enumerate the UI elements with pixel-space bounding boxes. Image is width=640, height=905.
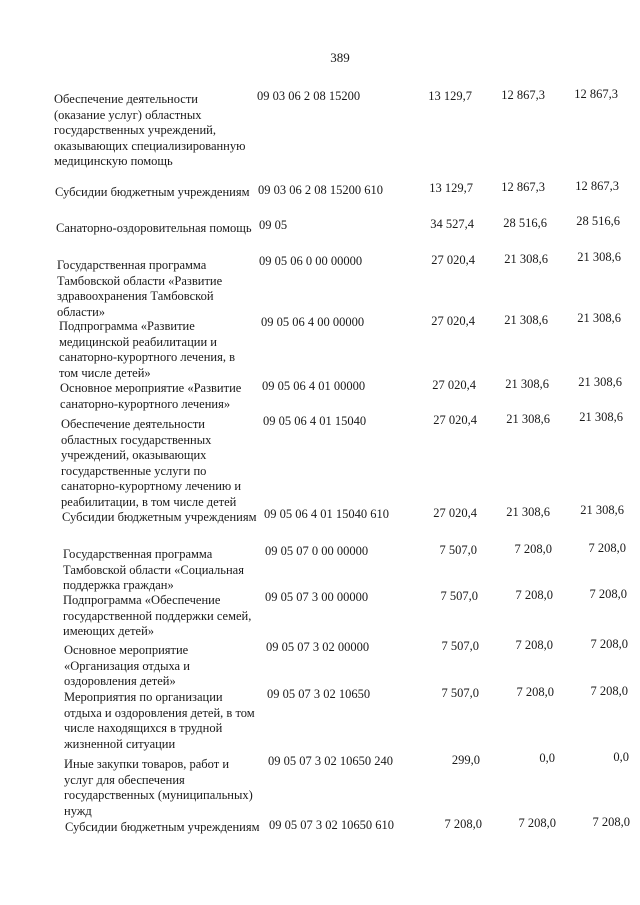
row-code: 09 05 — [259, 218, 288, 232]
row-value-2: 12 867,3 — [501, 88, 545, 102]
row-value-2: 0,0 — [539, 751, 555, 765]
row-value-3: 21 308,6 — [578, 375, 622, 389]
row-code: 09 05 07 0 00 00000 — [265, 544, 369, 558]
row-value-3: 12 867,3 — [575, 179, 619, 193]
row-value-2: 7 208,0 — [516, 685, 554, 699]
row-value-2: 7 208,0 — [515, 638, 553, 652]
row-value-3: 21 308,6 — [577, 311, 621, 325]
row-name: Иные закупки товаров, работ и услуг для обеспечения государственных (муниципальных) нужд — [64, 757, 253, 818]
row-value-2: 28 516,6 — [503, 216, 547, 230]
row-value-3: 12 867,3 — [574, 87, 618, 101]
row-value-2: 21 308,6 — [506, 412, 550, 426]
row-value-3: 7 208,0 — [588, 541, 626, 555]
row-name: Государственная программа Тамбовской области «Развитие здравоохранения Тамбовской области» — [57, 258, 223, 319]
row-value-1: 34 527,4 — [430, 217, 474, 231]
row-value-2: 7 208,0 — [515, 588, 553, 602]
row-value-2: 7 208,0 — [518, 816, 556, 830]
row-value-2: 21 308,6 — [505, 377, 549, 391]
row-value-1: 27 020,4 — [431, 314, 475, 328]
row-value-2: 12 867,3 — [501, 180, 545, 194]
row-value-3: 7 208,0 — [590, 684, 628, 698]
row-value-2: 21 308,6 — [504, 252, 548, 266]
row-value-1: 7 507,0 — [439, 543, 477, 557]
row-code: 09 03 06 2 08 15200 610 — [258, 183, 383, 197]
row-value-1: 7 507,0 — [440, 589, 478, 603]
row-code: 09 05 07 3 00 00000 — [265, 590, 369, 604]
row-name: Субсидии бюджетным учреждениям — [62, 510, 257, 524]
row-code: 09 05 06 4 01 15040 610 — [264, 507, 389, 521]
row-name: Основное мероприятие «Развитие санаторно-курортного лечения» — [60, 381, 242, 411]
row-code: 09 05 06 4 00 00000 — [261, 315, 365, 329]
row-name: Подпрограмма «Обеспечение государственной поддержки семей, имеющих детей» — [63, 593, 252, 638]
row-value-1: 27 020,4 — [433, 506, 477, 520]
row-code: 09 05 07 3 02 00000 — [266, 640, 370, 654]
row-value-1: 27 020,4 — [432, 378, 476, 392]
row-name: Подпрограмма «Развитие медицинской реабилитации и санаторно-курортного лечения, в том числе детей» — [59, 319, 235, 380]
row-code: 09 05 07 3 02 10650 240 — [268, 754, 393, 768]
row-value-3: 21 308,6 — [577, 250, 621, 264]
row-name: Основное мероприятие «Организация отдыха и оздоровления детей» — [64, 643, 190, 688]
row-value-2: 7 208,0 — [514, 542, 552, 556]
row-value-3: 21 308,6 — [580, 503, 624, 517]
row-code: 09 05 06 4 01 15040 — [263, 414, 367, 428]
row-value-3: 21 308,6 — [579, 410, 623, 424]
row-name: Обеспечение деятельности областных государственных учреждений, оказывающих государственные услуги по санаторно-курортному лечению и реабилитации, в том числе детей — [61, 417, 242, 509]
page-number: 389 — [330, 50, 350, 65]
row-value-3: 7 208,0 — [592, 815, 630, 829]
row-name: Мероприятия по организации отдыха и оздоровления детей, в том числе находящихся в трудной жизненной ситуации — [64, 690, 255, 751]
row-name: Обеспечение деятельности (оказание услуг) областных государственных учреждений, оказывающих специализированную медицинскую помощь — [54, 92, 246, 168]
row-value-2: 21 308,6 — [504, 313, 548, 327]
row-code: 09 05 07 3 02 10650 — [267, 687, 371, 701]
row-code: 09 05 07 3 02 10650 610 — [269, 818, 394, 832]
row-code: 09 05 06 0 00 00000 — [259, 254, 363, 268]
row-value-1: 7 208,0 — [444, 817, 482, 831]
row-value-1: 13 129,7 — [429, 181, 473, 195]
row-name: Государственная программа Тамбовской области «Социальная поддержка граждан» — [63, 547, 244, 592]
row-value-1: 7 507,0 — [441, 639, 479, 653]
row-value-3: 28 516,6 — [576, 214, 620, 228]
row-name: Субсидии бюджетным учреждениям — [65, 820, 260, 834]
row-code: 09 03 06 2 08 15200 — [257, 89, 361, 103]
row-code: 09 05 06 4 01 00000 — [262, 379, 366, 393]
row-value-1: 13 129,7 — [428, 89, 472, 103]
row-value-1: 7 507,0 — [441, 686, 479, 700]
row-value-3: 0,0 — [613, 750, 629, 764]
row-name: Субсидии бюджетным учреждениям — [55, 185, 250, 199]
row-name: Санаторно-оздоровительная помощь — [56, 221, 252, 235]
row-value-2: 21 308,6 — [506, 505, 550, 519]
row-value-1: 299,0 — [451, 753, 480, 767]
row-value-1: 27 020,4 — [431, 253, 475, 267]
row-value-1: 27 020,4 — [433, 413, 477, 427]
row-value-3: 7 208,0 — [589, 587, 627, 601]
row-value-3: 7 208,0 — [590, 637, 628, 651]
